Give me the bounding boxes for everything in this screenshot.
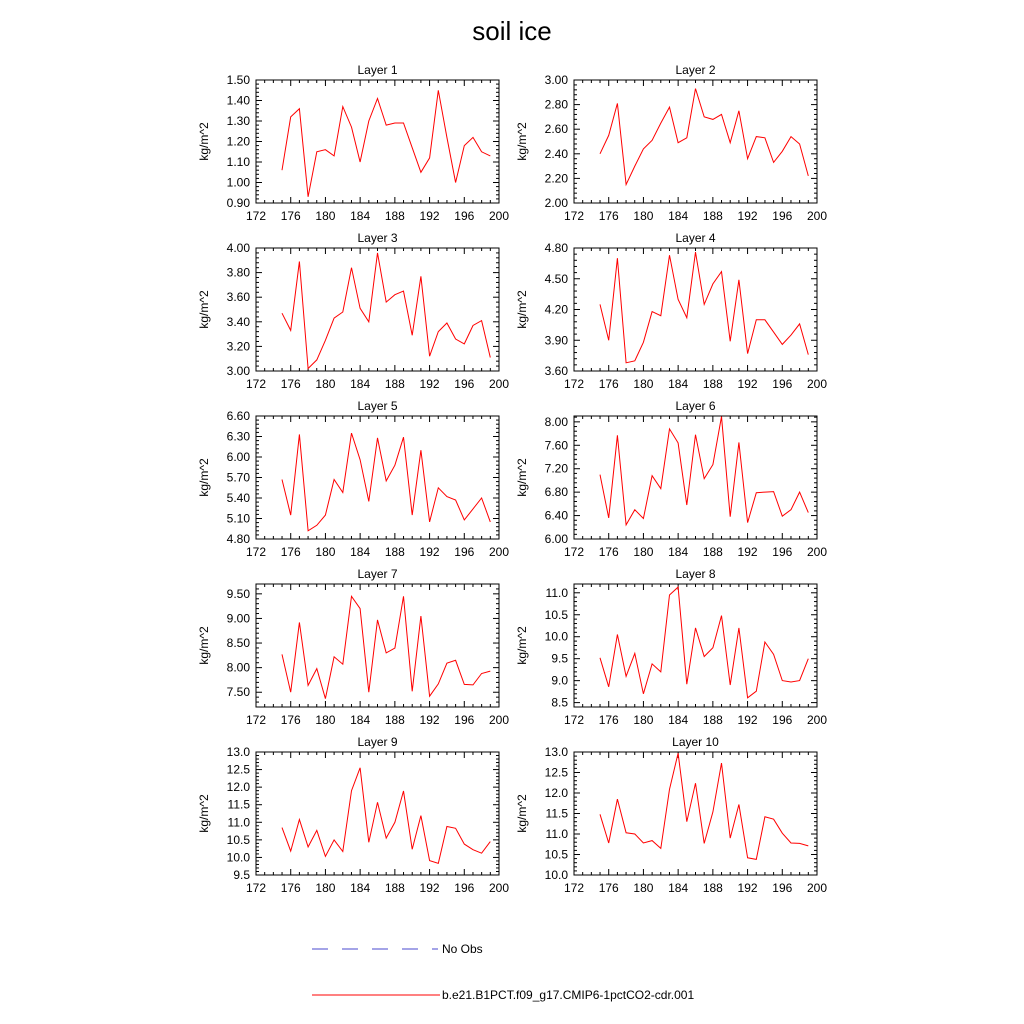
y-tick-label: 6.00 xyxy=(544,532,568,546)
series-line xyxy=(600,252,808,363)
x-tick-label: 184 xyxy=(350,881,371,895)
x-tick-label: 172 xyxy=(563,377,585,391)
x-tick-label: 184 xyxy=(350,713,371,727)
y-tick-label: 2.00 xyxy=(544,196,568,210)
y-axis-label: kg/m^2 xyxy=(197,794,211,833)
y-tick-label: 9.0 xyxy=(551,673,568,688)
x-tick-label: 184 xyxy=(668,209,689,223)
y-tick-label: 3.90 xyxy=(544,333,568,348)
x-tick-label: 196 xyxy=(454,377,475,391)
series-line xyxy=(282,253,490,369)
x-tick-label: 176 xyxy=(280,209,301,223)
y-tick-label: 3.00 xyxy=(544,73,568,87)
y-tick-label: 10.0 xyxy=(226,850,250,865)
x-tick-label: 176 xyxy=(598,545,619,559)
x-tick-label: 196 xyxy=(772,545,793,559)
y-tick-label: 2.60 xyxy=(544,122,568,137)
y-tick-label: 10.0 xyxy=(544,629,568,644)
x-tick-label: 192 xyxy=(419,545,440,559)
panel-title: Layer 7 xyxy=(357,567,398,581)
series-line xyxy=(600,89,808,185)
y-tick-label: 3.60 xyxy=(226,290,250,305)
x-tick-label: 192 xyxy=(737,377,758,391)
legend-no-obs-line xyxy=(312,944,442,954)
x-tick-label: 188 xyxy=(702,545,723,559)
series-line xyxy=(600,417,808,525)
x-tick-label: 172 xyxy=(563,881,585,895)
y-tick-label: 7.50 xyxy=(226,685,250,700)
y-tick-label: 11.0 xyxy=(227,815,250,830)
x-tick-label: 188 xyxy=(384,713,405,727)
x-tick-label: 172 xyxy=(245,209,267,223)
y-tick-label: 12.5 xyxy=(226,762,250,777)
x-tick-label: 188 xyxy=(702,209,723,223)
x-tick-label: 176 xyxy=(598,713,619,727)
y-axis-label: kg/m^2 xyxy=(197,626,211,665)
series-line xyxy=(282,90,490,197)
y-tick-label: 9.00 xyxy=(226,611,250,626)
x-tick-label: 180 xyxy=(633,881,654,895)
x-tick-label: 180 xyxy=(633,209,654,223)
x-tick-label: 200 xyxy=(806,545,828,559)
y-tick-label: 8.00 xyxy=(544,414,568,429)
x-tick-label: 192 xyxy=(419,209,440,223)
series-line xyxy=(600,753,808,859)
x-tick-label: 196 xyxy=(454,713,475,727)
y-tick-label: 4.80 xyxy=(226,532,250,546)
y-tick-label: 4.80 xyxy=(544,241,568,255)
y-tick-label: 5.10 xyxy=(226,511,250,526)
x-tick-label: 188 xyxy=(384,881,405,895)
y-tick-label: 1.00 xyxy=(226,175,250,190)
y-tick-label: 4.20 xyxy=(544,302,568,317)
y-axis-label: kg/m^2 xyxy=(197,290,211,329)
chart-panel-7 xyxy=(197,567,509,727)
y-tick-label: 6.80 xyxy=(544,485,568,500)
chart-panel-10 xyxy=(515,735,827,895)
chart-panel-9 xyxy=(197,735,509,895)
chart-panel-8 xyxy=(515,567,827,727)
y-tick-label: 1.30 xyxy=(226,114,250,128)
y-tick-label: 9.5 xyxy=(233,868,250,882)
chart-panel-1 xyxy=(197,63,509,223)
y-tick-label: 1.40 xyxy=(226,93,250,108)
y-tick-label: 2.40 xyxy=(544,146,568,161)
x-tick-label: 172 xyxy=(245,713,267,727)
x-tick-label: 188 xyxy=(384,209,405,223)
x-tick-label: 176 xyxy=(280,713,301,727)
y-tick-label: 3.20 xyxy=(226,339,250,354)
y-tick-label: 12.5 xyxy=(544,765,568,780)
panel-title: Layer 2 xyxy=(675,63,716,77)
page-title: soil ice xyxy=(472,16,552,46)
y-axis-label: kg/m^2 xyxy=(515,626,529,665)
plot-frame xyxy=(574,80,817,203)
x-tick-label: 172 xyxy=(245,881,267,895)
x-tick-label: 196 xyxy=(772,881,793,895)
x-tick-label: 180 xyxy=(315,545,336,559)
x-tick-label: 192 xyxy=(737,545,758,559)
x-tick-label: 196 xyxy=(772,209,793,223)
x-tick-label: 176 xyxy=(280,377,301,391)
plot-frame xyxy=(256,248,499,371)
x-tick-label: 184 xyxy=(668,377,689,391)
y-tick-label: 1.50 xyxy=(226,73,250,87)
x-tick-label: 184 xyxy=(668,713,689,727)
chart-panel-5 xyxy=(197,399,509,559)
x-tick-label: 188 xyxy=(702,713,723,727)
y-axis-label: kg/m^2 xyxy=(515,794,529,833)
x-tick-label: 196 xyxy=(454,881,475,895)
x-tick-label: 192 xyxy=(419,377,440,391)
y-tick-label: 11.5 xyxy=(227,797,250,812)
y-tick-label: 11.0 xyxy=(545,585,568,600)
panel-title: Layer 8 xyxy=(675,567,716,581)
x-tick-label: 184 xyxy=(350,209,371,223)
legend-series-label: b.e21.B1PCT.f09_g17.CMIP6-1pctCO2-cdr.001 xyxy=(442,988,695,1002)
x-tick-label: 200 xyxy=(806,377,828,391)
y-tick-label: 9.5 xyxy=(551,651,568,666)
x-tick-label: 172 xyxy=(563,713,585,727)
x-tick-label: 184 xyxy=(668,881,689,895)
y-tick-label: 3.80 xyxy=(226,265,250,280)
x-tick-label: 188 xyxy=(702,881,723,895)
legend-no-obs-label: No Obs xyxy=(442,942,483,956)
series-line xyxy=(282,433,490,531)
x-tick-label: 176 xyxy=(598,209,619,223)
y-tick-label: 10.0 xyxy=(544,868,568,882)
x-tick-label: 192 xyxy=(737,209,758,223)
x-tick-label: 180 xyxy=(315,209,336,223)
plot-frame xyxy=(256,752,499,875)
series-line xyxy=(600,587,808,698)
x-tick-label: 196 xyxy=(772,713,793,727)
plot-frame xyxy=(574,248,817,371)
x-tick-label: 172 xyxy=(245,545,267,559)
x-tick-label: 192 xyxy=(737,713,758,727)
y-tick-label: 13.0 xyxy=(226,745,250,759)
y-tick-label: 6.40 xyxy=(544,508,568,523)
x-tick-label: 200 xyxy=(488,209,510,223)
x-tick-label: 188 xyxy=(702,377,723,391)
x-tick-label: 176 xyxy=(598,881,619,895)
plot-frame xyxy=(574,416,817,539)
x-tick-label: 184 xyxy=(668,545,689,559)
panel-title: Layer 4 xyxy=(675,231,716,245)
y-tick-label: 1.10 xyxy=(226,155,250,169)
x-tick-label: 184 xyxy=(350,377,371,391)
y-tick-label: 4.00 xyxy=(226,241,250,255)
series-line xyxy=(282,596,490,698)
x-tick-label: 180 xyxy=(315,881,336,895)
x-tick-label: 180 xyxy=(315,713,336,727)
y-tick-label: 0.90 xyxy=(226,196,250,210)
panel-title: Layer 3 xyxy=(357,231,398,245)
panel-title: Layer 5 xyxy=(357,399,398,413)
x-tick-label: 180 xyxy=(633,713,654,727)
y-tick-label: 8.5 xyxy=(551,695,568,710)
y-tick-label: 2.80 xyxy=(544,97,568,112)
chart-panel-2 xyxy=(515,63,827,223)
x-tick-label: 192 xyxy=(737,881,758,895)
y-tick-label: 3.60 xyxy=(544,364,568,378)
y-tick-label: 13.0 xyxy=(544,745,568,759)
y-tick-label: 10.5 xyxy=(226,832,250,847)
chart-panel-4 xyxy=(515,231,827,391)
x-tick-label: 192 xyxy=(419,881,440,895)
y-tick-label: 5.70 xyxy=(226,470,250,485)
x-tick-label: 180 xyxy=(633,545,654,559)
plot-frame xyxy=(574,584,817,707)
x-tick-label: 180 xyxy=(633,377,654,391)
panel-title: Layer 6 xyxy=(675,399,716,413)
y-tick-label: 2.20 xyxy=(544,171,568,186)
y-axis-label: kg/m^2 xyxy=(197,122,211,161)
legend-series-line xyxy=(312,990,442,1000)
panel-title: Layer 1 xyxy=(357,63,398,77)
chart-panel-6 xyxy=(515,399,827,559)
y-tick-label: 7.20 xyxy=(544,461,568,476)
y-tick-label: 7.60 xyxy=(544,438,568,453)
y-tick-label: 12.0 xyxy=(226,780,250,795)
x-tick-label: 184 xyxy=(350,545,371,559)
x-tick-label: 200 xyxy=(806,881,828,895)
x-tick-label: 196 xyxy=(454,545,475,559)
x-tick-label: 172 xyxy=(563,209,585,223)
x-tick-label: 196 xyxy=(454,209,475,223)
y-axis-label: kg/m^2 xyxy=(515,290,529,329)
panel-title: Layer 10 xyxy=(672,735,719,749)
panel-title: Layer 9 xyxy=(357,735,398,749)
x-tick-label: 200 xyxy=(488,881,510,895)
y-tick-label: 12.0 xyxy=(544,786,568,800)
y-tick-label: 1.20 xyxy=(226,134,250,149)
x-tick-label: 188 xyxy=(384,545,405,559)
y-axis-label: kg/m^2 xyxy=(197,458,211,497)
y-tick-label: 8.50 xyxy=(226,636,250,651)
x-tick-label: 172 xyxy=(563,545,585,559)
x-tick-label: 200 xyxy=(488,713,510,727)
x-tick-label: 188 xyxy=(384,377,405,391)
x-tick-label: 176 xyxy=(280,545,301,559)
plot-frame xyxy=(256,416,499,539)
y-axis-label: kg/m^2 xyxy=(515,122,529,161)
x-tick-label: 172 xyxy=(245,377,267,391)
x-tick-label: 200 xyxy=(488,377,510,391)
y-tick-label: 11.0 xyxy=(545,827,568,841)
x-tick-label: 176 xyxy=(598,377,619,391)
x-tick-label: 176 xyxy=(280,881,301,895)
y-tick-label: 6.00 xyxy=(226,450,250,464)
x-tick-label: 192 xyxy=(419,713,440,727)
y-tick-label: 3.40 xyxy=(226,314,250,329)
x-tick-label: 200 xyxy=(806,209,828,223)
y-tick-label: 3.00 xyxy=(226,364,250,378)
y-axis-label: kg/m^2 xyxy=(515,458,529,497)
plot-frame xyxy=(256,584,499,707)
y-tick-label: 8.00 xyxy=(226,660,250,675)
plot-frame xyxy=(574,752,817,875)
y-tick-label: 10.5 xyxy=(544,607,568,622)
series-line xyxy=(282,768,490,864)
x-tick-label: 200 xyxy=(488,545,510,559)
x-tick-label: 196 xyxy=(772,377,793,391)
x-tick-label: 180 xyxy=(315,377,336,391)
y-tick-label: 9.50 xyxy=(226,586,250,601)
y-tick-label: 6.30 xyxy=(226,429,250,444)
y-tick-label: 5.40 xyxy=(226,491,250,505)
chart-panel-3 xyxy=(197,231,509,391)
y-tick-label: 10.5 xyxy=(544,847,568,862)
y-tick-label: 4.50 xyxy=(544,271,568,286)
y-tick-label: 6.60 xyxy=(226,409,250,423)
x-tick-label: 200 xyxy=(806,713,828,727)
y-tick-label: 11.5 xyxy=(545,806,568,821)
